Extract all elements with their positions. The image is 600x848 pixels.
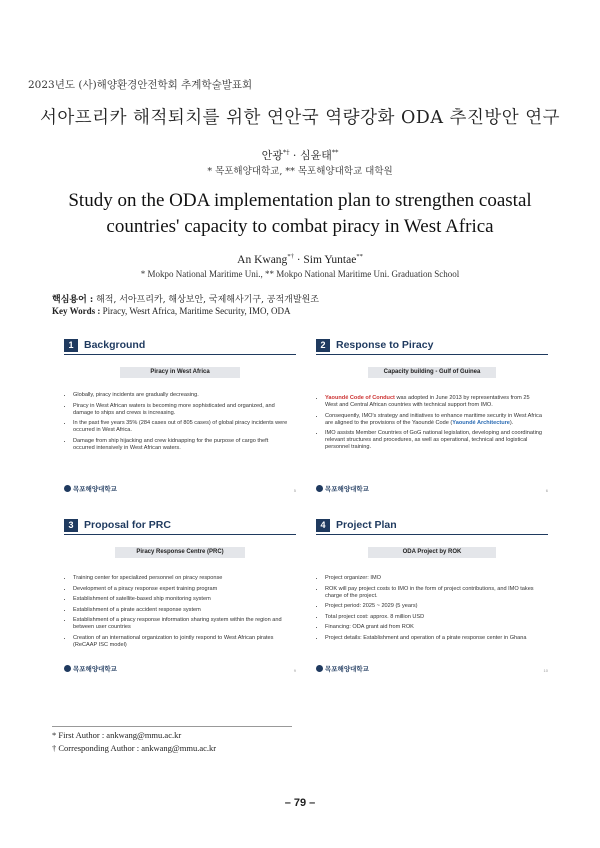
slide-divider bbox=[64, 354, 296, 355]
slide-page-number: 9 bbox=[293, 668, 296, 673]
affiliation-english: * Mokpo National Maritime Uni., ** Mokpo National Maritime Uni. Graduation School bbox=[140, 269, 460, 279]
conference-header: 2023년도 (사)해양환경안전학회 추계학술발표회 bbox=[28, 79, 253, 91]
author-2-mark: ** bbox=[331, 148, 339, 157]
bullet-item: • Project period: 2025 ~ 2029 (5 years) bbox=[325, 603, 543, 610]
slide-subtitle: Piracy in West Africa bbox=[120, 367, 240, 378]
bullet-item: • Financing: ODA grant aid from ROK bbox=[325, 624, 543, 631]
keywords-english bbox=[52, 306, 291, 316]
slide-number: 4 bbox=[316, 519, 330, 532]
footnote-corresponding-author: † Corresponding Author : ankwang@mmu.ac.kr bbox=[52, 743, 217, 753]
bullet-item: • Establishment of a piracy response information sharing system within the region and between user countries bbox=[73, 617, 289, 631]
slide-proposal bbox=[60, 517, 300, 677]
keywords-en-text: Piracy, Wesrt Africa, Maritime Security, IMO, ODA bbox=[102, 306, 291, 316]
slide-subtitle: ODA Project by ROK bbox=[368, 547, 496, 558]
page-number: – 79 – bbox=[284, 797, 316, 809]
affiliation-korean: * 목포해양대학교, ** 목포해양대학교 대학원 bbox=[207, 166, 393, 177]
bullet-item bbox=[325, 395, 543, 409]
highlight-text: Yaoundé Code of Conduct bbox=[325, 395, 395, 401]
logo-text: 목포해양대학교 bbox=[325, 486, 369, 493]
slide-subtitle: Piracy Response Centre (PRC) bbox=[115, 547, 245, 558]
slide-bullets bbox=[64, 392, 289, 455]
bullet-text: ). bbox=[509, 419, 514, 426]
author-1: 안광 bbox=[261, 149, 283, 162]
bullet-item bbox=[325, 413, 543, 427]
emblem-icon bbox=[316, 485, 323, 492]
keywords-label: 핵심용어 : bbox=[52, 295, 94, 305]
university-logo bbox=[316, 664, 369, 673]
title-korean: 서아프리카 해적퇴치를 위한 연안국 역량강화 ODA 추진방안 연구 bbox=[39, 108, 561, 128]
title-english: Study on the ODA implementation plan to strengthen coastal countries' capacity to combat piracy in West Africa bbox=[68, 190, 532, 237]
bullet-item: • Piracy in West African waters is becoming more sophisticated and organized, and damage to ships and crews is increasing. bbox=[73, 403, 289, 417]
author-1-en-mark: *† bbox=[287, 253, 294, 260]
slide-subtitle: Capacity building - Gulf of Guinea bbox=[368, 367, 496, 378]
slide-page-number: 6 bbox=[545, 488, 548, 493]
bullet-item: • IMO assists Member Countries of GoG national legislation, developing and coordinating relevant structures and procedures, as well as operational, technical and logistical personnel training. bbox=[325, 430, 543, 451]
keywords-text: 해적, 서아프리카, 해상보안, 국제해사기구, 공적개발원조 bbox=[96, 295, 319, 305]
university-logo bbox=[64, 484, 117, 493]
slide-divider bbox=[316, 534, 548, 535]
slide-title: Proposal for PRC bbox=[84, 519, 171, 531]
slide-divider bbox=[64, 534, 296, 535]
slide-bullets bbox=[64, 575, 289, 652]
author-1-en: An Kwang bbox=[237, 253, 288, 266]
slide-title: Response to Piracy bbox=[336, 339, 434, 351]
bullet-item: • Total project cost: approx. 8 million USD bbox=[325, 614, 543, 621]
slide-divider bbox=[316, 354, 548, 355]
bullet-item: • In the past five years 35% (284 cases out of 805 cases) of global piracy incidents were occurred in West Africa. bbox=[73, 420, 289, 434]
slide-page-number: 5 bbox=[293, 488, 296, 493]
slide-title: Background bbox=[84, 339, 146, 351]
author-1-mark: *† bbox=[282, 148, 290, 157]
logo-text: 목포해양대학교 bbox=[73, 486, 117, 493]
slide-number: 1 bbox=[64, 339, 78, 352]
author-2: 심윤태 bbox=[299, 149, 332, 162]
bullet-item: • Training center for specialized personnel on piracy response bbox=[73, 575, 289, 582]
bullet-text: was adopted in June 2013 by representatives from 25 West and Central African countries with technical support from IMO. bbox=[325, 395, 530, 408]
university-logo bbox=[64, 664, 117, 673]
emblem-icon bbox=[64, 665, 71, 672]
author-separator: · bbox=[289, 149, 300, 162]
logo-text: 목포해양대학교 bbox=[325, 666, 369, 673]
slide-response bbox=[312, 337, 552, 497]
university-logo bbox=[316, 484, 369, 493]
author-separator-en: · bbox=[293, 253, 304, 266]
slide-bullets bbox=[316, 575, 543, 645]
keywords-korean bbox=[52, 292, 319, 305]
slide-bullets bbox=[316, 395, 543, 455]
keywords-en-label: Key Words : bbox=[52, 306, 101, 316]
authors-korean bbox=[0, 147, 600, 163]
author-2-en: Sim Yuntae bbox=[303, 253, 357, 266]
slide-title: Project Plan bbox=[336, 519, 397, 531]
footnote-divider bbox=[52, 726, 292, 727]
bullet-item: • Project organizer: IMO bbox=[325, 575, 543, 582]
slide-background bbox=[60, 337, 300, 497]
bullet-item: • Development of a piracy response expert training program bbox=[73, 586, 289, 593]
bullet-item: • Establishment of a pirate accident response system bbox=[73, 607, 289, 614]
bullet-text: Consequently, IMO's strategy and initiatives to enhance maritime security in West Africa are aligned to the provisions of the Yaoundé Code ( bbox=[325, 412, 542, 426]
bullet-item: • Damage from ship hijacking and crew kidnapping for the purpose of cargo theft occurred intensively in West African waters. bbox=[73, 438, 289, 452]
bullet-item: • Globally, piracy incidents are gradually decreasing. bbox=[73, 392, 289, 399]
highlight-text: Yaoundé Architecture bbox=[452, 419, 510, 426]
bullet-item: • ROK will pay project costs to IMO in the form of project contributions, and IMO takes charge of the project. bbox=[325, 586, 543, 600]
authors-english bbox=[0, 253, 600, 266]
logo-text: 목포해양대학교 bbox=[73, 666, 117, 673]
slide-number: 3 bbox=[64, 519, 78, 532]
bullet-item: • Establishment of satellite-based ship monitoring system bbox=[73, 596, 289, 603]
slide-project-plan bbox=[312, 517, 552, 677]
slide-number: 2 bbox=[316, 339, 330, 352]
author-2-en-mark: ** bbox=[356, 253, 363, 260]
bullet-item: • Project details: Establishment and operation of a pirate response center in Ghana bbox=[325, 635, 543, 642]
emblem-icon bbox=[316, 665, 323, 672]
footnote-first-author: * First Author : ankwang@mmu.ac.kr bbox=[52, 730, 182, 740]
bullet-item: • Creation of an international organization to jointly respond to West African pirates (ReCAAP ISC model) bbox=[73, 635, 289, 649]
slide-page-number: 10 bbox=[543, 668, 548, 673]
emblem-icon bbox=[64, 485, 71, 492]
